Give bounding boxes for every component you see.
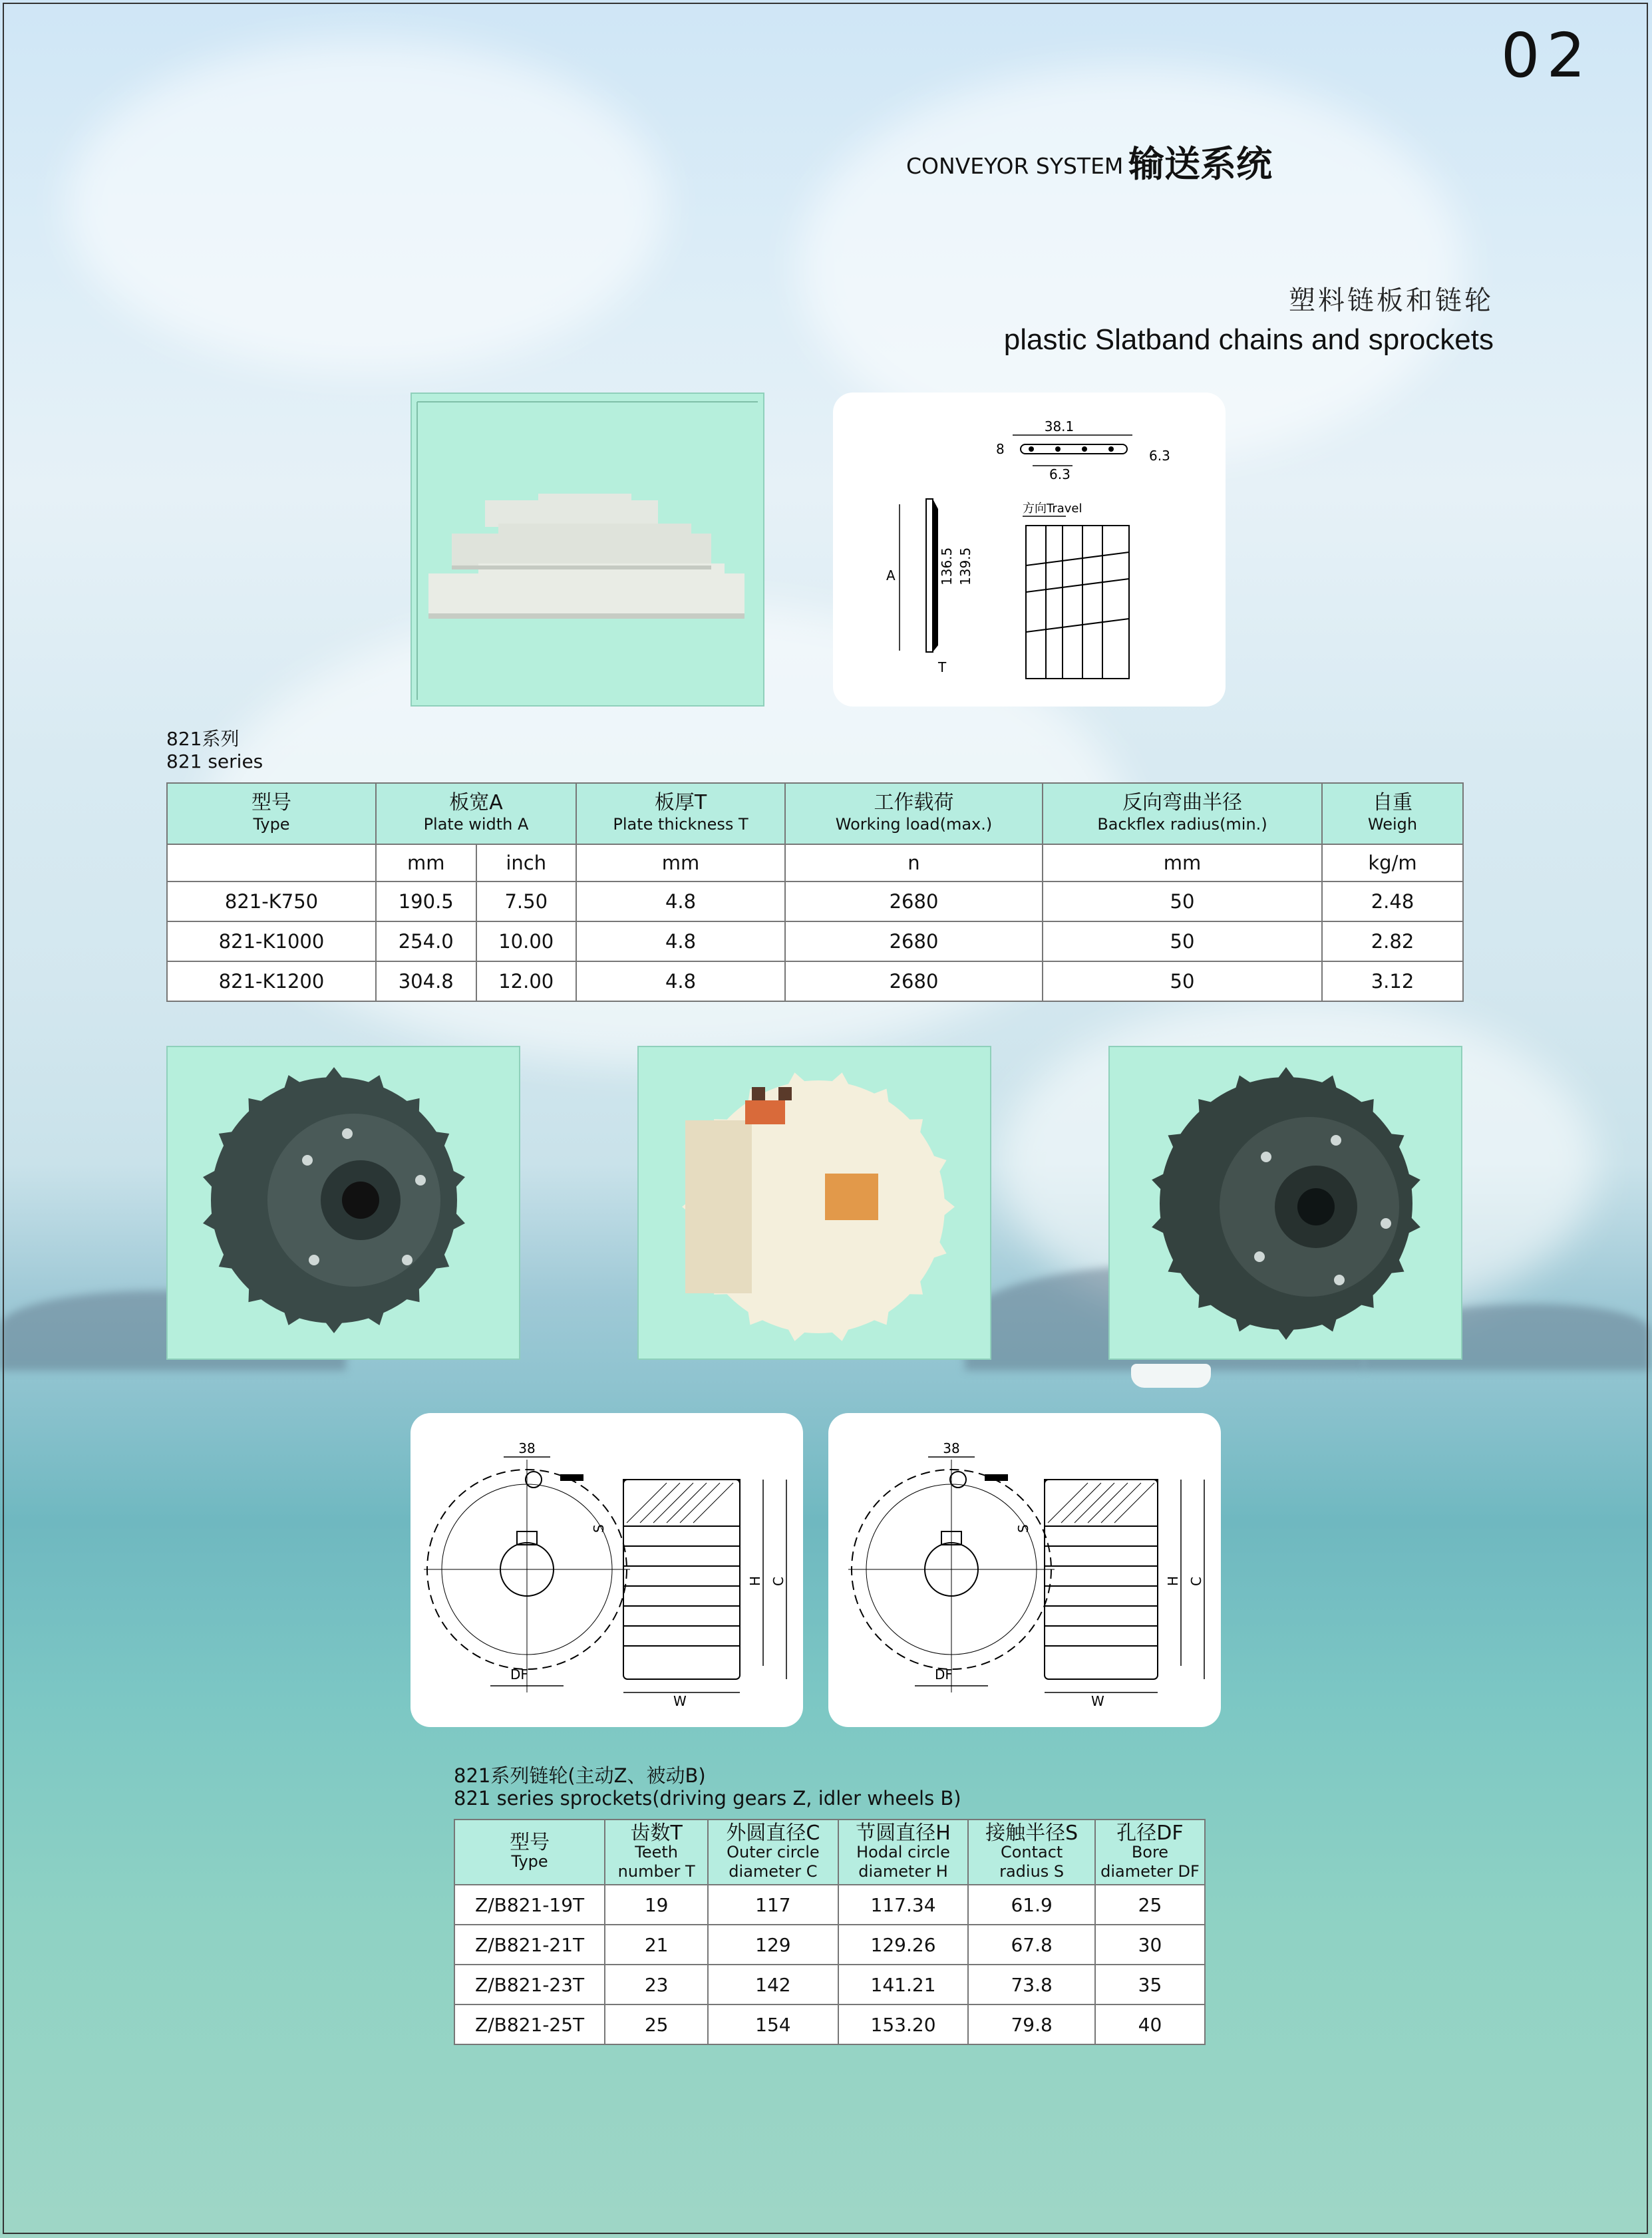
chain-drawing bbox=[833, 393, 1226, 707]
dim-height-right: 6.3 bbox=[1149, 448, 1170, 464]
th-teeth: 齿数T Teeth number T bbox=[605, 1820, 708, 1885]
table-cell: 21 bbox=[605, 1925, 708, 1965]
subtitle-en: plastic Slatband chains and sprockets bbox=[1003, 323, 1494, 356]
dim-bottom: 6.3 bbox=[1049, 466, 1071, 482]
sprocket-drawing-2 bbox=[828, 1413, 1221, 1727]
table-cell: 142 bbox=[708, 1965, 838, 2004]
chain-spec-table bbox=[166, 782, 1464, 1002]
dim-38: 38 bbox=[518, 1440, 536, 1456]
th-bore: 孔径DF Bore diameter DF bbox=[1095, 1820, 1205, 1885]
series2-label bbox=[454, 1764, 961, 1810]
chain-photo bbox=[411, 393, 764, 707]
th-outer: 外圆直径C Outer circle diameter C bbox=[708, 1820, 838, 1885]
dim-s: S bbox=[1015, 1524, 1031, 1533]
table-cell: 25 bbox=[605, 2004, 708, 2044]
table-cell: 2.82 bbox=[1322, 921, 1463, 961]
th-type: 型号 Type bbox=[167, 783, 376, 844]
dim-pitch: 38.1 bbox=[1044, 418, 1074, 434]
series2-en: 821 series sprockets(driving gears Z, idler wheels B) bbox=[454, 1787, 961, 1810]
dim-139: 139.5 bbox=[957, 547, 973, 585]
table-cell: 67.8 bbox=[968, 1925, 1095, 1965]
series1-cn: 821系列 bbox=[166, 728, 240, 750]
table-cell: 2680 bbox=[785, 881, 1043, 921]
unit-weight: kg/m bbox=[1322, 844, 1463, 881]
sprocket-photo-dark-2 bbox=[1108, 1046, 1462, 1360]
table-cell: 79.8 bbox=[968, 2004, 1095, 2044]
unit-radius: mm bbox=[1043, 844, 1322, 881]
table-row bbox=[167, 881, 1463, 921]
dim-height-left: 8 bbox=[996, 441, 1005, 457]
header-cn: 输送系统 bbox=[1128, 143, 1272, 185]
unit-mm: mm bbox=[376, 844, 476, 881]
page-number: 02 bbox=[1500, 20, 1592, 91]
th-thickness: 板厚T Plate thickness T bbox=[576, 783, 785, 844]
table-cell: 10.00 bbox=[476, 921, 577, 961]
table-cell: 190.5 bbox=[376, 881, 476, 921]
unit-load: n bbox=[785, 844, 1043, 881]
sprocket-spec-table bbox=[454, 1819, 1206, 2045]
dim-a: A bbox=[886, 567, 896, 583]
table-cell: 23 bbox=[605, 1965, 708, 2004]
table-cell: 50 bbox=[1043, 921, 1322, 961]
th-hodal: 节圆直径H Hodal circle diameter H bbox=[838, 1820, 969, 1885]
table-cell: 821-K1000 bbox=[167, 921, 376, 961]
series2-cn: 821系列链轮(主动Z、被动B) bbox=[454, 1764, 706, 1787]
dim-c: C bbox=[770, 1577, 786, 1586]
table-cell: 304.8 bbox=[376, 961, 476, 1001]
sprocket-photo-dark-1 bbox=[166, 1046, 520, 1360]
table-row bbox=[454, 1925, 1205, 1965]
table-cell: 25 bbox=[1095, 1885, 1205, 1925]
table-cell: 129 bbox=[708, 1925, 838, 1965]
table-cell: Z/B821-25T bbox=[454, 2004, 605, 2044]
table-cell: 40 bbox=[1095, 2004, 1205, 2044]
dim-s: S bbox=[591, 1524, 607, 1533]
table-cell: 30 bbox=[1095, 1925, 1205, 1965]
table-cell: 19 bbox=[605, 1885, 708, 1925]
table-cell: 4.8 bbox=[576, 961, 785, 1001]
th-weight: 自重 Weigh bbox=[1322, 783, 1463, 844]
table-cell: 254.0 bbox=[376, 921, 476, 961]
table-cell: 4.8 bbox=[576, 881, 785, 921]
table-row bbox=[454, 1965, 1205, 2004]
table-cell: 4.8 bbox=[576, 921, 785, 961]
unit-inch: inch bbox=[476, 844, 577, 881]
table-cell: 117 bbox=[708, 1885, 838, 1925]
table-row bbox=[454, 1885, 1205, 1925]
travel-label: 方向Travel bbox=[1023, 502, 1082, 516]
table-cell: 3.12 bbox=[1322, 961, 1463, 1001]
sprocket-drawing-1 bbox=[411, 1413, 803, 1727]
table-cell: 73.8 bbox=[968, 1965, 1095, 2004]
sprocket-photo-white bbox=[637, 1046, 991, 1360]
table-row bbox=[167, 961, 1463, 1001]
dim-136: 136.5 bbox=[939, 547, 955, 585]
table-cell: 50 bbox=[1043, 881, 1322, 921]
table-cell: 821-K750 bbox=[167, 881, 376, 921]
th-load: 工作载荷 Working load(max.) bbox=[785, 783, 1043, 844]
table-cell: 117.34 bbox=[838, 1885, 969, 1925]
table-cell: Z/B821-21T bbox=[454, 1925, 605, 1965]
dim-df: DF bbox=[935, 1667, 953, 1682]
header-en: CONVEYOR SYSTEM bbox=[906, 153, 1124, 179]
unit-thick: mm bbox=[576, 844, 785, 881]
table-cell: Z/B821-23T bbox=[454, 1965, 605, 2004]
table-cell: 141.21 bbox=[838, 1965, 969, 2004]
table-cell: 50 bbox=[1043, 961, 1322, 1001]
table-cell: 2680 bbox=[785, 961, 1043, 1001]
th-contact: 接触半径S Contact radius S bbox=[968, 1820, 1095, 1885]
dim-w: W bbox=[1091, 1693, 1104, 1709]
table-cell: 154 bbox=[708, 2004, 838, 2044]
table-cell: 2.48 bbox=[1322, 881, 1463, 921]
dim-38: 38 bbox=[943, 1440, 960, 1456]
table-row bbox=[167, 921, 1463, 961]
dim-c: C bbox=[1188, 1577, 1204, 1586]
table-cell: 821-K1200 bbox=[167, 961, 376, 1001]
th-width: 板宽A Plate width A bbox=[376, 783, 576, 844]
dim-df: DF bbox=[510, 1667, 528, 1682]
dim-h: H bbox=[747, 1575, 763, 1586]
dim-w: W bbox=[673, 1693, 687, 1709]
table-cell: 129.26 bbox=[838, 1925, 969, 1965]
subtitle-cn: 塑料链板和链轮 bbox=[1289, 285, 1494, 316]
table-cell: 35 bbox=[1095, 1965, 1205, 2004]
dim-t: T bbox=[938, 659, 947, 675]
table-row bbox=[454, 2004, 1205, 2044]
table-cell: 2680 bbox=[785, 921, 1043, 961]
table-cell: Z/B821-19T bbox=[454, 1885, 605, 1925]
th-radius: 反向弯曲半径 Backflex radius(min.) bbox=[1043, 783, 1322, 844]
th-type: 型号 Type bbox=[454, 1820, 605, 1885]
dim-h: H bbox=[1165, 1575, 1181, 1586]
table-cell: 61.9 bbox=[968, 1885, 1095, 1925]
table-cell: 12.00 bbox=[476, 961, 577, 1001]
series1-label bbox=[166, 728, 263, 773]
table-cell: 153.20 bbox=[838, 2004, 969, 2044]
table-cell: 7.50 bbox=[476, 881, 577, 921]
series1-en: 821 series bbox=[166, 750, 263, 772]
table-cell bbox=[167, 844, 376, 881]
